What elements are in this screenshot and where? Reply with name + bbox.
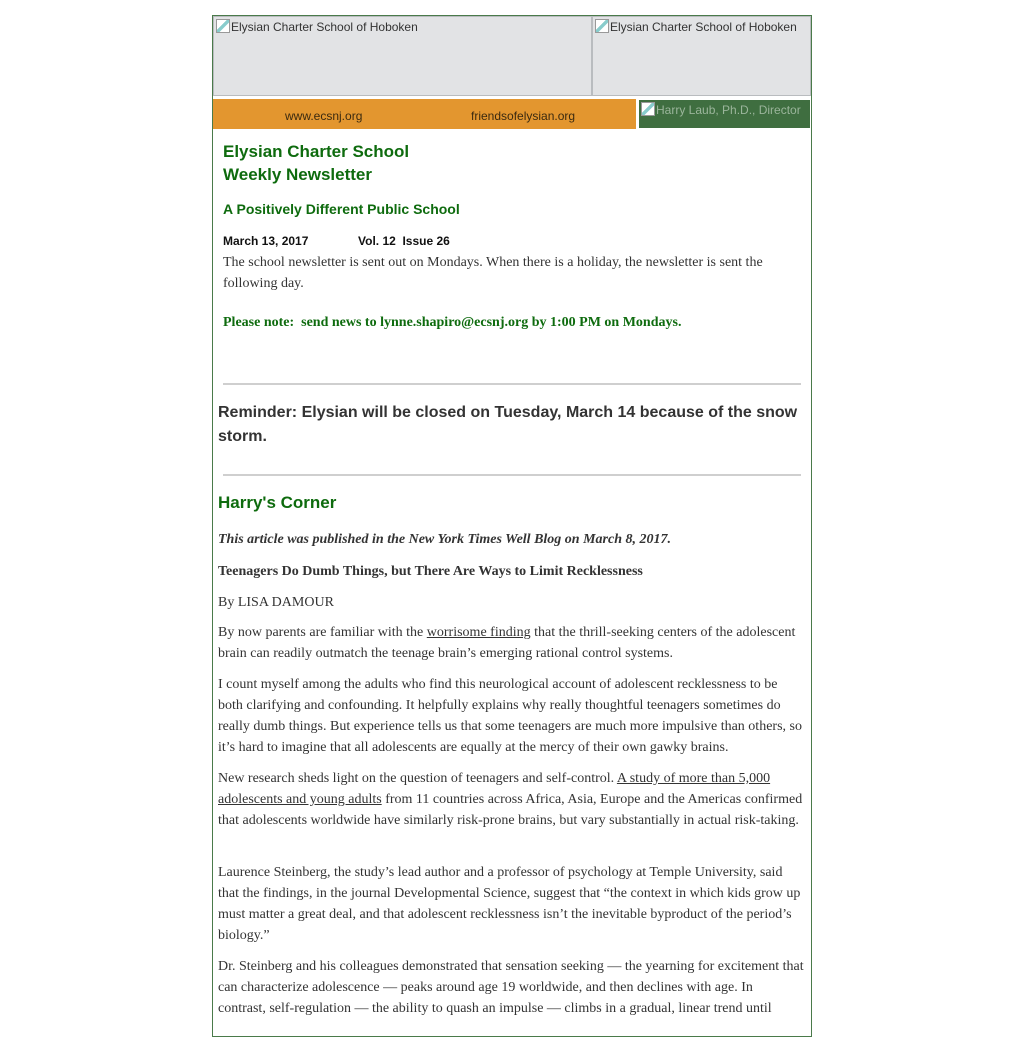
- article-paragraph: Dr. Steinberg and his colleagues demonstrated that sensation seeking — the yearning for excitement that can characterize adolescence — peaks around age 19 worldwide, and then declines with age. In contrast, self-regulation — the ability to quash an impulse — climbs in a gradual, linear trend until: [218, 959, 804, 1016]
- school-logo-left: Elysian Charter School of Hoboken: [213, 16, 592, 96]
- section-heading: Harry's Corner: [218, 493, 337, 512]
- article-paragraph: By now parents are familiar with the worrisome finding that the thrill-seeking centers of the adolescent brain can readily outmatch the teenage brain’s emerging rational control systems.: [218, 625, 796, 661]
- email-link[interactable]: lynne.shapiro@ecsnj.org: [380, 315, 529, 330]
- article-paragraph: New research sheds light on the question of teenagers and self-control. A study of more than 5,000 adolescents and young adults from 11 countries across Africa, Asia, Europe and the Americas confirmed that adolescents worldwide have similarly risk-prone brains, but vary substantially in actual risk-taking.: [218, 771, 803, 828]
- publication-note: This article was published in the New York Times Well Blog on March 8, 2017.: [218, 532, 671, 547]
- newsletter-frame: [212, 15, 812, 1037]
- divider: [223, 383, 801, 385]
- broken-image-icon: [595, 19, 609, 33]
- article-title: Teenagers Do Dumb Things, but There Are Ways to Limit Recklessness: [218, 564, 643, 579]
- ecsnj-link[interactable]: www.ecsnj.org: [285, 109, 363, 123]
- links-banner: [213, 99, 636, 129]
- dateline: [223, 234, 450, 248]
- article-byline: By LISA DAMOUR: [218, 595, 334, 610]
- submission-note: Please note: send news to lynne.shapiro@ecsnj.org by 1:00 PM on Mondays.: [223, 315, 682, 330]
- broken-image-icon: [216, 19, 230, 33]
- tagline: A Positively Different Public School: [223, 201, 460, 217]
- director-image: Harry Laub, Ph.D., Director: [639, 100, 810, 128]
- closure-reminder: Reminder: Elysian will be closed on Tuesday, March 14 because of the snow storm.: [218, 404, 798, 445]
- friends-link[interactable]: friendsofelysian.org: [471, 109, 576, 123]
- divider: [223, 474, 801, 476]
- article-paragraph: I count myself among the adults who find this neurological account of adolescent recklessness to be both clarifying and confounding. It helpfully explains why really thoughtful teenagers sometimes do really dumb things. But experience tells us that some teenagers are much more impulsive than others, so it’s hard to imagine that all adolescents are equally at the mercy of their own gawky brains.: [218, 677, 802, 755]
- article-paragraph: Laurence Steinberg, the study’s lead author and a professor of psychology at Temple University, said that the findings, in the journal Developmental Science, suggest that “the context in which kids grow up must matter a great deal, and that adolescent recklessness isn’t the inevitable byproduct of the period’s biology.”: [218, 865, 801, 943]
- intro-text: The school newsletter is sent out on Mondays. When there is a holiday, the newsletter is sent the following day.: [223, 255, 763, 291]
- study-link[interactable]: A study of more than 5,000 adolescents and young adults: [218, 771, 771, 807]
- school-logo-right: Elysian Charter School of Hoboken: [592, 16, 811, 96]
- broken-image-icon: [641, 102, 655, 116]
- worrisome-finding-link[interactable]: worrisome finding: [426, 625, 531, 640]
- newsletter-title: Elysian Charter School Weekly Newsletter: [223, 142, 410, 184]
- issue-number: Vol. 12 Issue 26: [358, 234, 450, 248]
- issue-date: March 13, 2017: [223, 234, 309, 248]
